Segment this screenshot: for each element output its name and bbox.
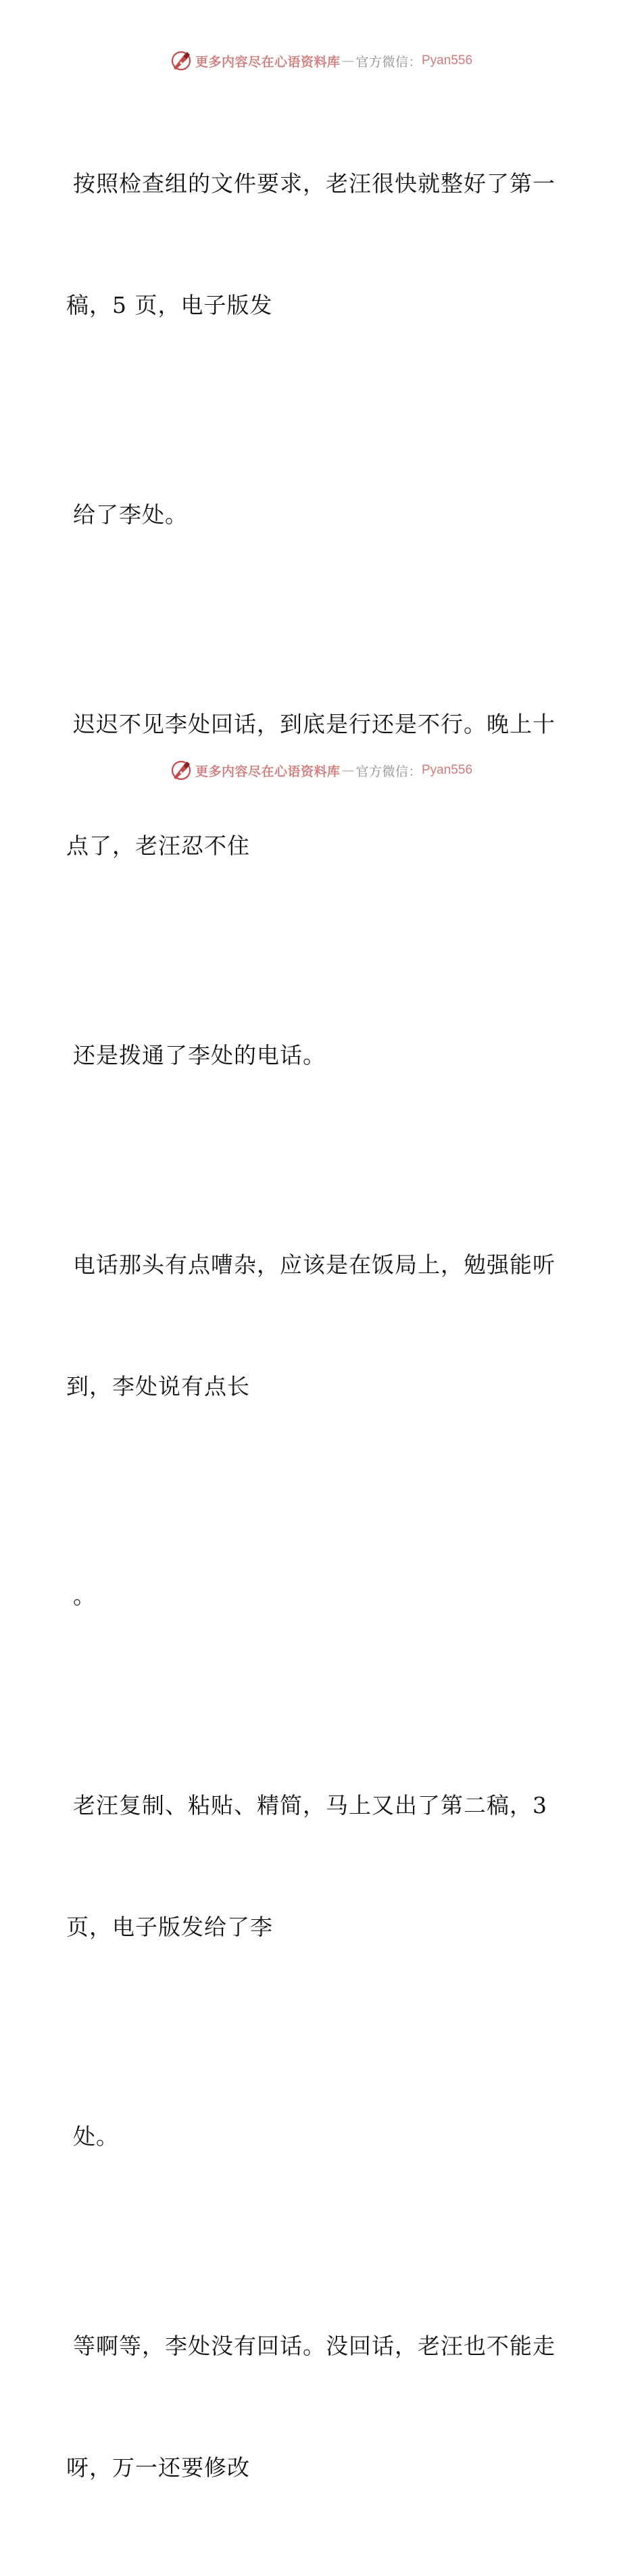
header-brand-text: 更多内容尽在心语资料库 bbox=[195, 54, 341, 70]
paragraph-line: 处。 bbox=[73, 2123, 119, 2150]
paragraph-line: 迟迟不见李处回话，到底是行还是不行。晚上十 bbox=[73, 711, 555, 737]
paragraph-line: 等啊等，李处没有回话。没回话，老汪也不能走 bbox=[73, 2333, 555, 2359]
footer-separator: — bbox=[341, 763, 355, 778]
paragraph bbox=[66, 954, 566, 1157]
pen-nib-logo-icon bbox=[170, 49, 193, 72]
document-body bbox=[66, 82, 566, 2576]
paragraph bbox=[66, 1164, 566, 1488]
paragraph-line: 呀，万一还要修改 bbox=[66, 2454, 250, 2481]
header-banner bbox=[0, 47, 642, 74]
paragraph-line: 给了李处。 bbox=[73, 501, 188, 528]
paragraph-line: 稿，5 页，电子版发 bbox=[66, 292, 273, 318]
pen-nib-logo-icon bbox=[170, 759, 193, 782]
paragraph bbox=[66, 2245, 566, 2569]
footer-wechat-label: 官方微信： bbox=[355, 764, 422, 779]
paragraph bbox=[66, 414, 566, 616]
paragraph bbox=[66, 1704, 566, 2029]
paragraph-line: 到，李处说有点长 bbox=[66, 1373, 250, 1400]
paragraph bbox=[66, 2035, 566, 2238]
footer-wechat-id: Pyan556 bbox=[422, 763, 473, 777]
footer-banner bbox=[0, 757, 642, 784]
header-separator: — bbox=[341, 53, 355, 68]
paragraph bbox=[66, 82, 566, 407]
footer-brand-text: 更多内容尽在心语资料库 bbox=[195, 764, 341, 779]
paragraph-line: 电话那头有点嘈杂，应该是在饭局上，勉强能听 bbox=[73, 1252, 555, 1278]
paragraph bbox=[66, 623, 566, 947]
paragraph-line: 点了，老汪忍不住 bbox=[66, 833, 250, 859]
paragraph bbox=[66, 1495, 566, 1698]
paragraph-line: 按照检查组的文件要求，老汪很快就整好了第一 bbox=[73, 170, 555, 197]
header-wechat-label: 官方微信： bbox=[355, 54, 422, 70]
paragraph-line: 老汪复制、粘贴、精简，马上又出了第二稿，3 bbox=[73, 1792, 547, 1818]
header-wechat-id: Pyan556 bbox=[422, 53, 473, 68]
paragraph-line: 页，电子版发给了李 bbox=[66, 1914, 273, 1940]
paragraph-line: 还是拨通了李处的电话。 bbox=[73, 1042, 326, 1068]
paragraph-line: 。 bbox=[73, 1583, 96, 1609]
